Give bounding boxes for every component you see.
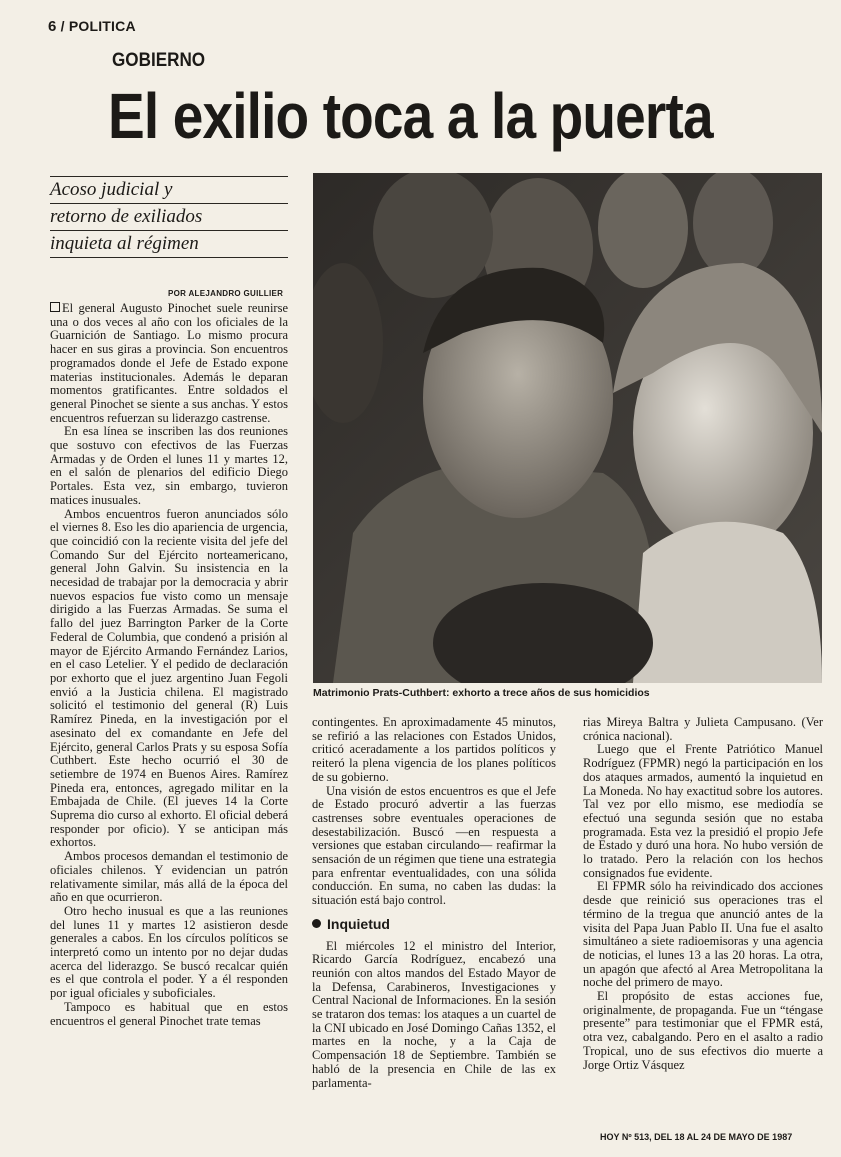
paragraph: Ambos procesos demandan el testimonio de oficiales chilenos. Y evidencian un patrón relativamente similar, más allá de la época del año en que ocurrieron. — [50, 849, 288, 905]
bullet-icon — [312, 919, 321, 928]
page-folio: 6 / POLITICA — [48, 18, 136, 35]
subhead: Inquietud — [312, 918, 556, 932]
kicker: GOBIERNO — [112, 50, 206, 71]
deck-line-2: retorno de exiliados — [50, 204, 288, 231]
section-name: POLITICA — [68, 18, 136, 34]
article-column-2 — [312, 716, 556, 1090]
deck-line-3: inquieta al régimen — [50, 231, 288, 258]
paragraph: El general Augusto Pinochet suele reunirse una o dos veces al año con los oficiales de la Guarnición de Santiago. Lo mismo procura hacer en sus giras a provincia. Son encuentros programados donde el Jefe de Estado expone materias institucionales. Además le deparan momentos gratificantes. Entre soldados el general Pinochet se siente a sus anchas. Y estos encuentros refuerzan su liderazgo castrense. — [50, 301, 288, 425]
paragraph: rias Mireya Baltra y Julieta Campusano. (Ver crónica nacional). — [583, 715, 823, 743]
photo-illustration — [313, 173, 822, 683]
paragraph: El FPMR sólo ha reivindicado dos acciones desde que reinició sus operaciones tras el término de la tregua que anunció antes de la visita del Papa Juan Pablo II. Una fue el asalto simultáneo a siete radioemisoras y una agencia de noticias, el lunes 13 a las 20 horas. La otra, un apagón que afectó al Area Metropolitana la noche del primero de mayo. — [583, 879, 823, 990]
headline: El exilio toca a la puerta — [108, 80, 713, 152]
issue-footer: HOY Nº 513, DEL 18 AL 24 DE MAYO DE 1987 — [600, 1132, 793, 1142]
article-column-3 — [583, 716, 823, 1072]
deck — [50, 176, 288, 258]
paragraph: Tampoco es habitual que en estos encuentros el general Pinochet trate temas — [50, 999, 288, 1028]
news-photo — [313, 173, 822, 683]
photo-caption: Matrimonio Prats-Cuthbert: exhorto a trece años de sus homicidios — [313, 687, 650, 699]
paragraph: contingentes. En aproximadamente 45 minutos, se refirió a las relaciones con Estados Unidos, criticó aceradamente a los partidos políticos y reiteró la plena vigencia de los planes políticos de su gobierno. — [312, 715, 556, 784]
article-column-1 — [50, 302, 288, 1028]
start-box-icon — [50, 302, 60, 312]
paragraph: Una visión de estos encuentros es que el Jefe de Estado procuró advertir a las fuerzas castrenses sobre eventuales operaciones de desestabilización. Buscó —en respuesta a versiones que estaban circulando— reafirmar la sensación de un régimen que tiene una estrategia para enfrentar eventualidades, con una sólida conducción. En suma, no caben las dudas: la situación está bajo control. — [312, 783, 557, 908]
paragraph: Ambos encuentros fueron anunciados sólo el viernes 8. Eso les dio apariencia de urgencia, que coincidió con la reciente visita del jefe del Comando Sur del Ejército norteamericano, general John Galvin. Su insistencia en la necesidad de trabajar por la democracia y abrir nuevos espacios fue visto como un mensaje dirigido a las Fuerzas Armadas. Se suma el fallo del juez Barrington Parker de la Corte Federal de Columbia, que condenó a prisión al mayor de Ejército Armando Fernández Larios, en el caso Letelier. Y el pedido de declaración por exhorto que el juez argentino Juan Fegoli envió a la Justicia chilena. El magistrado solicitó el testimonio del general (R) Luis Ramírez Pineda, en la investigación por el asesinato del ex comandante en Jefe del Ejército, general Carlos Prats y su esposa Sofía Cuthbert. Este hecho ocurrió el 30 de setiembre de 1974 en Buenos Aires. Ramírez Pineda era, entonces, agregado militar en la Embajada de Chile. (El jueves 14 la Corte Suprema dio curso al exhorto. El oficial deberá responder por oficio). Y se anticipan más exhortos. — [50, 506, 288, 850]
paragraph: El miércoles 12 el ministro del Interior, Ricardo García Rodríguez, encabezó una reunión con altos mandos del Estado Mayor de la Defensa, Carabineros, Investigaciones y Central Nacional de Informaciones. En la sesión se trataron dos temas: los ataques a un cuartel de la CNI ubicado en José Domingo Cañas 1352, el martes en la noche, y a la Caja de Compensación 18 de Septiembre. También se habló de la presencia en Chile de las ex parlamenta- — [312, 938, 556, 1090]
page-number: 6 — [48, 18, 57, 35]
deck-line-1: Acoso judicial y — [50, 176, 288, 204]
paragraph: En esa línea se inscriben las dos reuniones que sostuvo con efectivos de las Fuerzas Armadas y de Orden el lunes 11 y martes 12, en el salón de plenarios del edificio Diego Portales. Esta vez, sin embargo, tuvieron matices inusuales. — [50, 424, 288, 507]
paragraph: Otro hecho inusual es que a las reuniones del lunes 11 y martes 12 asistieron desde generales a cabos. En los círculos políticos se interpretó como un intento por no dejar dudas acerca del liderazgo. Se buscó recalcar quién es el que controla el poder. Y a él responden por igual oficiales y suboficiales. — [50, 903, 288, 1001]
byline: POR ALEJANDRO GUILLIER — [168, 289, 284, 298]
paragraph: El propósito de estas acciones fue, originalmente, de propaganda. Fue un “téngase presente” para testimoniar que el FPMR está, otra vez, cabalgando. Pero en el asalto a radio Tropical, uno de sus efectivos dio muerte a Jorge Ortiz Vásquez — [583, 989, 823, 1072]
paragraph: Luego que el Frente Patriótico Manuel Rodríguez (FPMR) negó la participación en los dos ataques armados, aumentó la inquietud en La Moneda. No hay exactitud sobre los autores. Tal vez por ello mismo, ese mediodía se efectuó una segunda sesión que no estaba programada. Esta vez la presidió el propio Jefe de Estado y duró una hora. No hubo versión de lo tratado. Pero la relación con los hechos consignados fue evidente. — [583, 742, 823, 880]
